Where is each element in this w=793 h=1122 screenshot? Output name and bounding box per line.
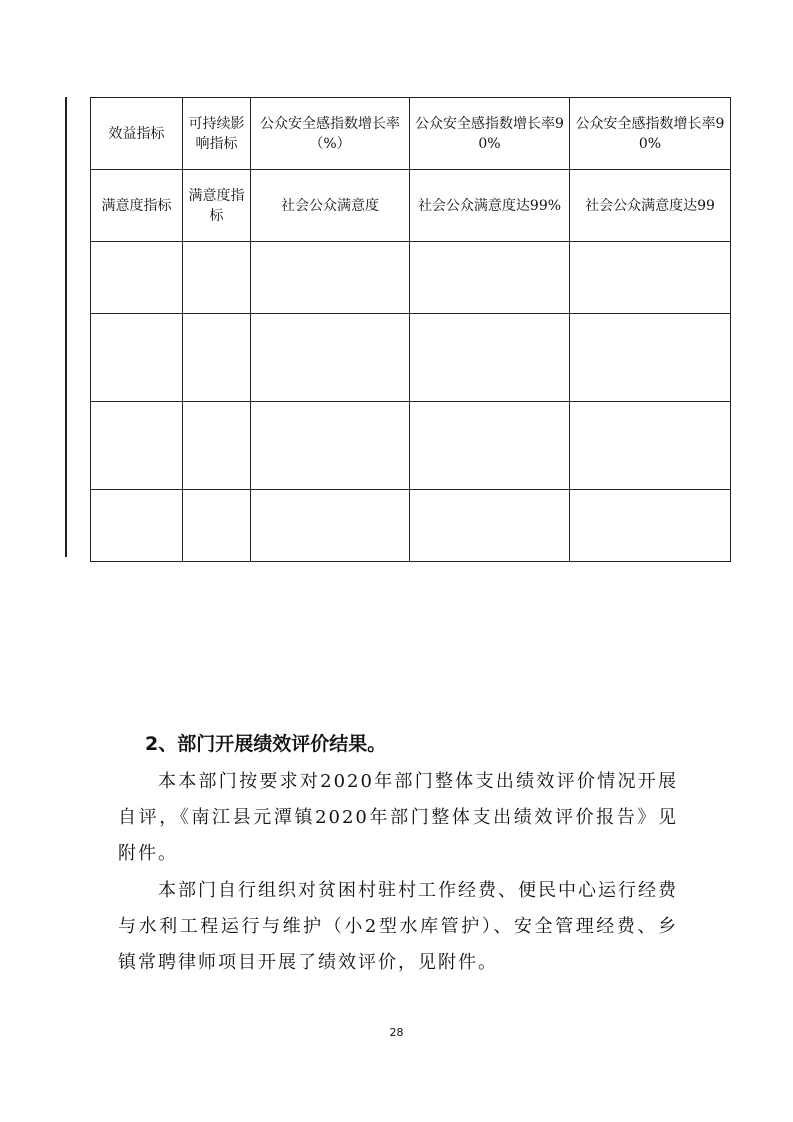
table-cell: [410, 402, 570, 490]
table-cell: 公众安全感指数增长率90%: [570, 98, 731, 170]
table-cell: [183, 314, 251, 402]
table-cell: [183, 242, 251, 314]
outer-table-border: [65, 97, 67, 557]
table-row: [91, 242, 731, 314]
table-cell: [91, 402, 183, 490]
section-heading: 2、部门开展绩效评价结果。: [145, 733, 387, 755]
table-cell: [410, 242, 570, 314]
table-cell: 满意度指标: [91, 170, 183, 242]
table-row: [91, 402, 731, 490]
table-cell: [91, 314, 183, 402]
table-cell: 社会公众满意度达99: [570, 170, 731, 242]
table-cell: [251, 490, 410, 562]
table-cell: [91, 242, 183, 314]
table-cell: [570, 314, 731, 402]
table-cell: [91, 490, 183, 562]
table-cell: 满意度指标: [183, 170, 251, 242]
table-row: [91, 490, 731, 562]
table-cell: [570, 490, 731, 562]
table-cell: 社会公众满意度达99%: [410, 170, 570, 242]
table-cell: [251, 314, 410, 402]
table-cell: [410, 314, 570, 402]
table-cell: [570, 402, 731, 490]
table-cell: 效益指标: [91, 98, 183, 170]
table-cell: 可持续影响指标: [183, 98, 251, 170]
table-row: [91, 170, 731, 242]
paragraph: 本本部门按要求对2020年部门整体支出绩效评价情况开展自评，《南江县元潭镇2020年部门整体支出绩效评价报告》见附件。: [118, 771, 678, 864]
table-cell: [251, 402, 410, 490]
table-cell: 公众安全感指数增长率（%）: [251, 98, 410, 170]
page-number: 28: [389, 1026, 404, 1039]
table-cell: 社会公众满意度: [251, 170, 410, 242]
performance-indicator-table: [90, 97, 731, 562]
table-cell: [570, 242, 731, 314]
table-row: [91, 98, 731, 170]
table-cell: [183, 402, 251, 490]
table-row: [91, 314, 731, 402]
table-cell: [251, 242, 410, 314]
paragraph: 本部门自行组织对贫困村驻村工作经费、便民中心运行经费与水利工程运行与维护（小2型水库管护）、安全管理经费、乡镇常聘律师项目开展了绩效评价，见附件。: [118, 880, 678, 973]
table-cell: [410, 490, 570, 562]
table-cell: [183, 490, 251, 562]
table-cell: 公众安全感指数增长率90%: [410, 98, 570, 170]
